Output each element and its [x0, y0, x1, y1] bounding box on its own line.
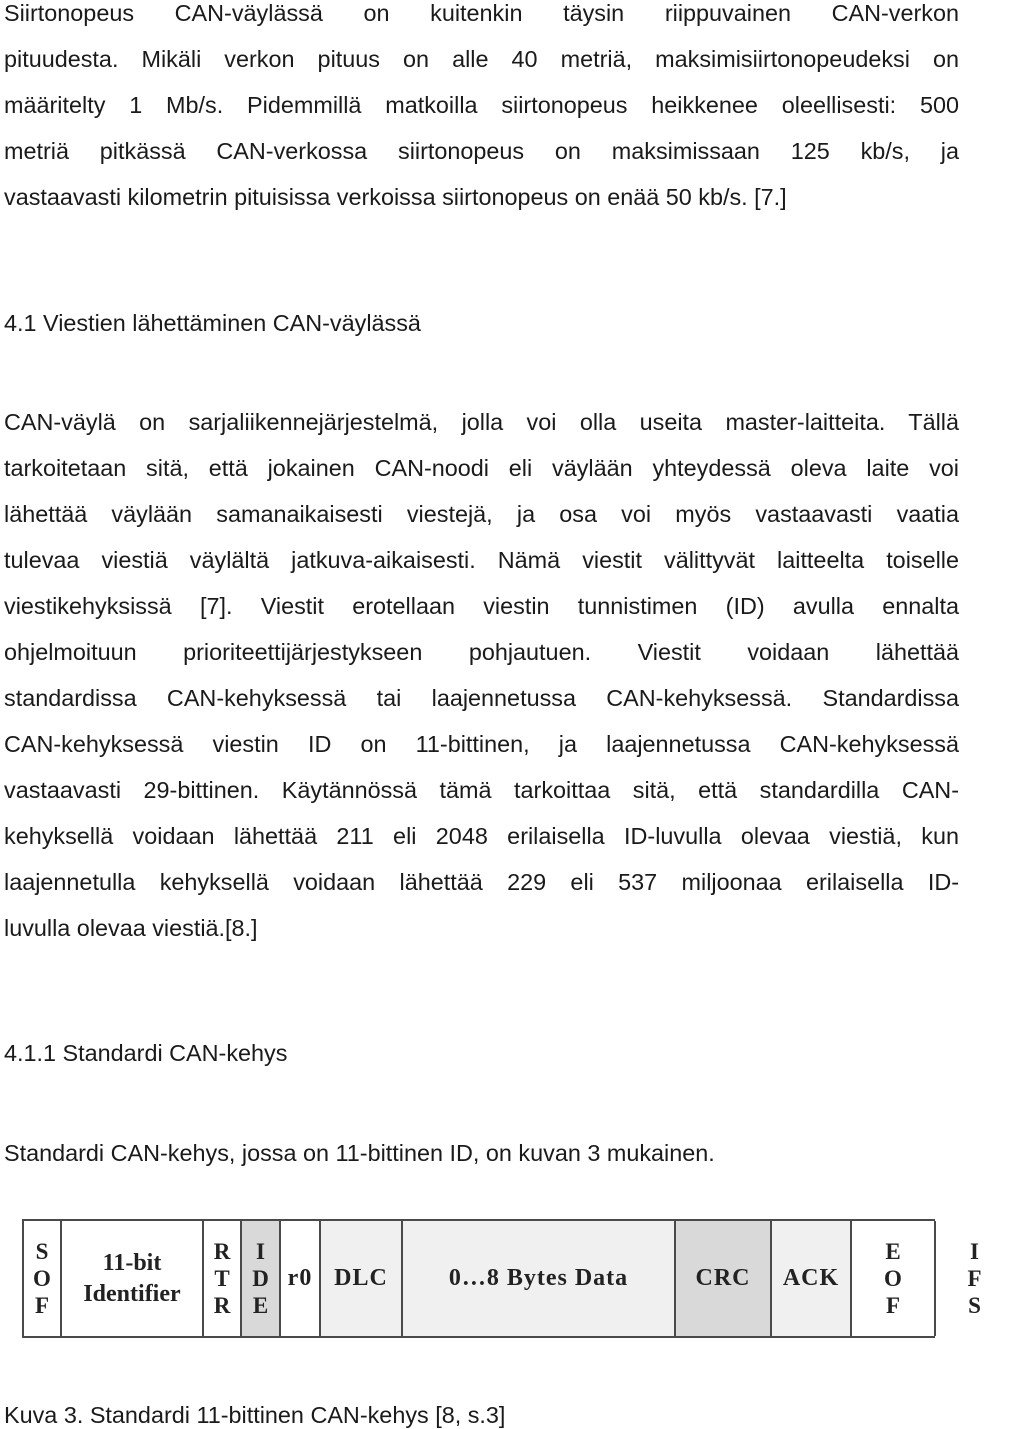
text-line: luvulla olevaa viestiä.[8.]: [4, 915, 258, 941]
text-line: ohjelmoituun prioriteettijärjestykseen pohjautuen. Viestit voidaan lähettää: [4, 639, 959, 665]
can-frame-field-label: F: [34, 1293, 50, 1318]
can-frame-field-label: E: [252, 1293, 269, 1318]
can-frame-field: [403, 1221, 676, 1336]
can-frame-field-label: E: [885, 1239, 901, 1264]
text-line: laajennetulla kehyksellä voidaan lähettää 229 eli 537 miljoonaa erilaisella ID-: [4, 869, 959, 895]
can-frame-field-label: F: [885, 1293, 901, 1318]
can-frame-field: [772, 1221, 852, 1336]
can-frame-field-label: I: [970, 1239, 979, 1264]
can-frame-field: [281, 1221, 321, 1336]
can-frame-field: [24, 1221, 62, 1336]
can-frame-field-label: R: [213, 1293, 231, 1318]
text-line: vastaavasti 29-bittinen. Käytännössä tämä tarkoittaa sitä, että standardilla CAN-: [4, 777, 959, 803]
text-line: tarkoitetaan sitä, että jokainen CAN-noodi eli väylään yhteydessä oleva laite voi: [4, 455, 959, 481]
can-frame-field-label: O: [884, 1266, 902, 1291]
text-line: tulevaa viestiä väylältä jatkuva-aikaisesti. Nämä viestit välittyvät laitteelta toiselle: [4, 547, 959, 573]
can-frame-field-label: R: [213, 1239, 231, 1264]
text-line: lähettää väylään samanaikaisesti viestejä, ja osa voi myös vastaavasti vaatia: [4, 501, 959, 527]
text-line: CAN-kehyksessä viestin ID on 11-bittinen, ja laajennetussa CAN-kehyksessä: [4, 731, 959, 757]
can-frame-field-label: 11-bit: [102, 1249, 162, 1276]
can-frame-field-label: CRC: [695, 1265, 751, 1291]
text-line: CAN-väylä on sarjaliikennejärjestelmä, jolla voi olla useita master-laitteita. Tällä: [4, 409, 959, 435]
can-frame-field: [936, 1221, 1013, 1336]
can-frame-field-label: ACK: [782, 1265, 840, 1291]
section-heading: 4.1 Viestien lähettäminen CAN-väylässä: [4, 310, 421, 336]
can-frame-field-label: DLC: [334, 1265, 388, 1291]
text-line: Siirtonopeus CAN-väylässä on kuitenkin täysin riippuvainen CAN-verkon: [4, 0, 959, 26]
can-frame-field-label: Identifier: [83, 1280, 181, 1307]
text-line: vastaavasti kilometrin pituisissa verkoissa siirtonopeus on enää 50 kb/s. [7.]: [4, 184, 787, 210]
text-line: pituudesta. Mikäli verkon pituus on alle 40 metriä, maksimisiirtonopeudeksi on: [4, 46, 959, 72]
can-frame-field: [242, 1221, 281, 1336]
can-frame-field-label: D: [252, 1266, 269, 1291]
can-frame-field-label: O: [33, 1266, 51, 1291]
can-frame-field-label: F: [967, 1266, 982, 1291]
can-frame-field-label: T: [214, 1266, 230, 1291]
paragraph-figure-intro: Standardi CAN-kehys, jossa on 11-bittinen ID, on kuvan 3 mukainen.: [4, 1140, 715, 1166]
can-frame-field: [676, 1221, 772, 1336]
can-frame-field: [204, 1221, 242, 1336]
text-line: metriä pitkässä CAN-verkossa siirtonopeus on maksimissaan 125 kb/s, ja: [4, 138, 959, 164]
figure-caption: Kuva 3. Standardi 11-bittinen CAN-kehys [8, s.3]: [4, 1402, 506, 1428]
can-frame-field-label: S: [35, 1239, 49, 1264]
paragraph-can-speed: [4, 0, 959, 230]
text-line: määritelty 1 Mb/s. Pidemmillä matkoilla siirtonopeus heikkenee oleellisesti: 500: [4, 92, 959, 118]
can-frame-field: [62, 1221, 204, 1336]
can-frame-field-label: r0: [287, 1265, 313, 1291]
subsection-heading: 4.1.1 Standardi CAN-kehys: [4, 1040, 288, 1066]
can-frame-field-label: S: [968, 1293, 981, 1318]
can-frame-field: [852, 1221, 936, 1336]
text-line: standardissa CAN-kehyksessä tai laajennetussa CAN-kehyksessä. Standardissa: [4, 685, 959, 711]
can-frame-field-label: I: [256, 1239, 265, 1264]
can-frame-field: [321, 1221, 403, 1336]
paragraph-messaging: [4, 409, 959, 961]
text-line: viestikehyksissä [7]. Viestit erotellaan viestin tunnistimen (ID) avulla ennalta: [4, 593, 959, 619]
can-frame-figure: [22, 1219, 982, 1338]
text-line: kehyksellä voidaan lähettää 211 eli 2048 erilaisella ID-luvulla olevaa viestiä, kun: [4, 823, 959, 849]
can-frame-field-label: 0…8 Bytes Data: [448, 1265, 629, 1291]
